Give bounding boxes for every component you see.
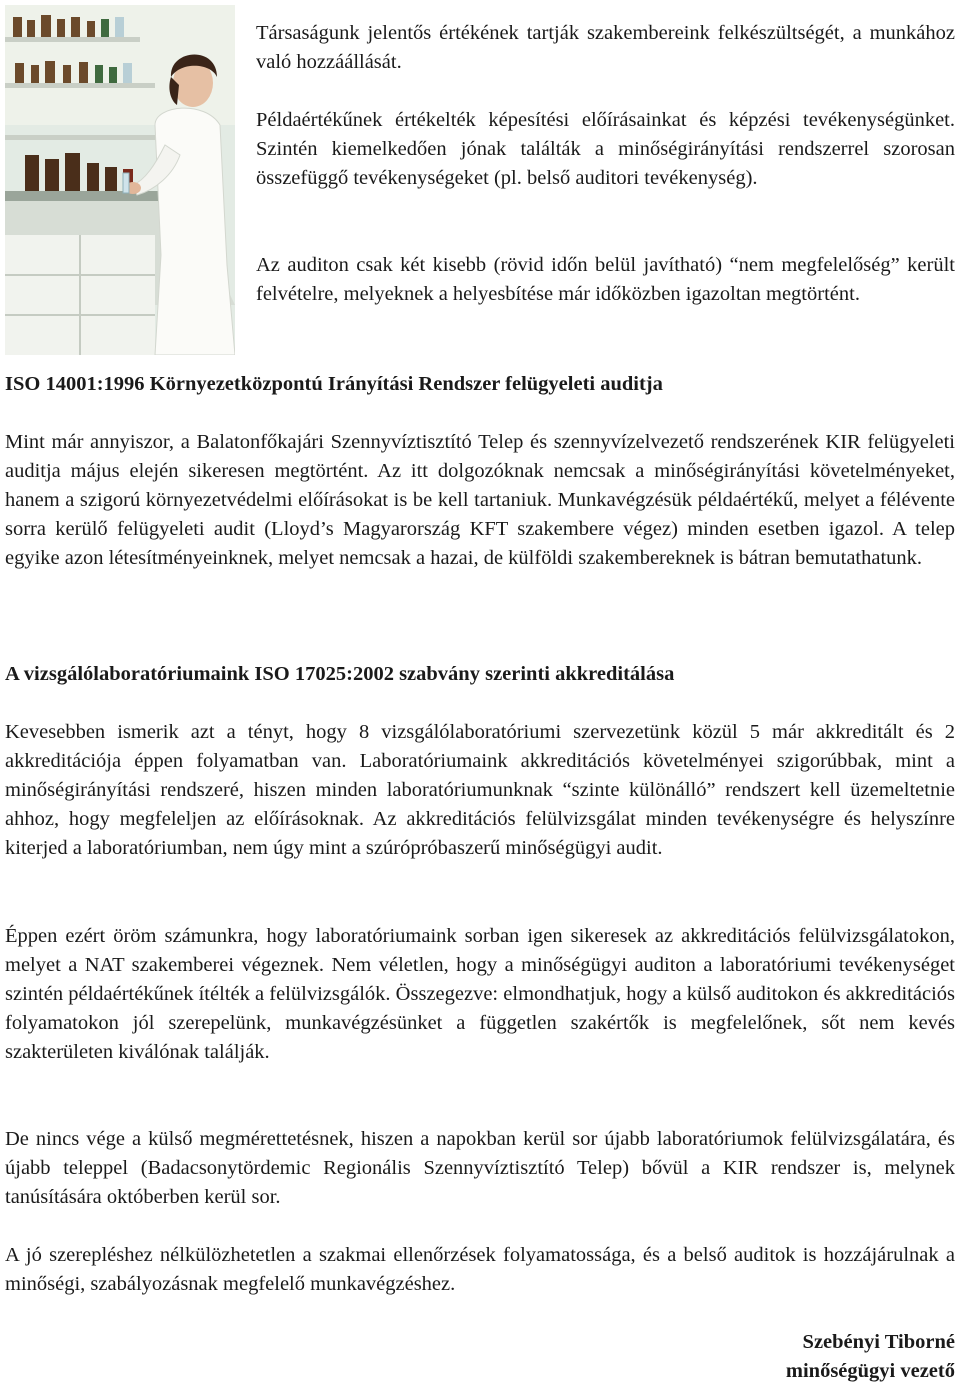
section-heading-iso17025: A vizsgálólaboratóriumaink ISO 17025:2002 szabvány szerinti akkreditálása [5,663,675,685]
signature-name: Szebényi Tiborné [802,1331,955,1353]
iso14001-paragraph: Mint már annyiszor, a Balatonfőkajári Szennyvíztisztító Telep és szennyvízelvezető rendszerének KIR felügyeleti auditja május elején sikeresen megtörtént. Az itt dolgozóknak nemcsak a minőségirányítási követelményeket, hanem a szigorú környezetvédelmi előírásokat is be kell tartaniuk. Munkavégzésük példaértékű, melyet a félévente sorra kerülő felügyeleti audit (Lloyd’s Magyarország KFT szakembere végez) minden esetben igazol. A telep egyike azon létesítményeinknek, melyet nemcsak a hazai, de külföldi szakembereknek is bátran bemutathatunk. [5,431,955,569]
iso17025-paragraph-3: De nincs vége a külső megmérettetésnek, hiszen a napokban kerül sor újabb laboratóriumok felülvizsgálatára, és újabb teleppel (Badacsonytördemic Regionális Szennyvíztisztító Telep) bővül a KIR rendszer is, melynek tanúsítására októberben kerül sor. [5,1128,955,1208]
signature-block [786,1328,955,1386]
iso17025-paragraph-1: Kevesebben ismerik azt a tényt, hogy 8 vizsgálólaboratóriumi szervezetünk közül 5 már akkreditált és 2 akkreditációja éppen folyamatban van. Laboratóriumaink akkreditációs követelményei szigorúbbak, mint a minőségirányítási rendszeré, hiszen minden laboratóriumunknak “szinte különálló” rendszert kell üzemeltetnie ahhoz, hogy megfeleljen az előírásoknak. Az akkreditációs felülvizsgálat minden tevékenységre és helyszínre kiterjed a laboratóriumban, nem úgy mint a szúrópróbaszerű minőségügyi audit. [5,721,955,859]
intro-paragraph-1: Társaságunk jelentős értékének tartják szakembereink felkészültségét, a munkához való hozzáállását. [256,22,955,73]
iso17025-paragraph-2: Éppen ezért öröm számunkra, hogy laboratóriumaink sorban igen sikeresek az akkreditációs felülvizsgálatokon, melyet a NAT szakemberei végeznek. Nem véletlen, hogy a minőségügyi auditon a laboratóriumi tevékenységet szintén példaértékűnek ítélték a felülvizsgálók. Összegezve: elmondhatjuk, hogy a külső auditokon és akkreditációs folyamatokon jól szerepelünk, munkavégzésünket a független szakértők is megfelelőnek, sőt nem kevés szakterületen kiválónak találják. [5,925,955,1063]
iso17025-paragraph-4: A jó szerepléshez nélkülözhetetlen a szakmai ellenőrzések folyamatossága, és a belső auditok is hozzájárulnak a minőségi, szabályozásnak megfelelő munkavégzéshez. [5,1244,955,1295]
laboratory-photo [5,5,235,355]
intro-paragraph-2: Példaértékűnek értékelték képesítési előírásainkat és képzési tevékenységünket. Szintén kiemelkedően jónak találták a minőségirányítási rendszerrel szorosan összefüggő tevékenységeket (pl. belső auditori tevékenység). [256,109,955,189]
section-heading-iso14001: ISO 14001:1996 Környezetközpontú Irányítási Rendszer felügyeleti auditja [5,373,663,395]
signature-title: minőségügyi vezető [785,1360,955,1382]
intro-paragraph-3: Az auditon csak két kisebb (rövid időn belül javítható) “nem megfelelőség” került felvételre, melyeknek a helyesbítése már időközben igazoltan megtörtént. [256,254,955,305]
